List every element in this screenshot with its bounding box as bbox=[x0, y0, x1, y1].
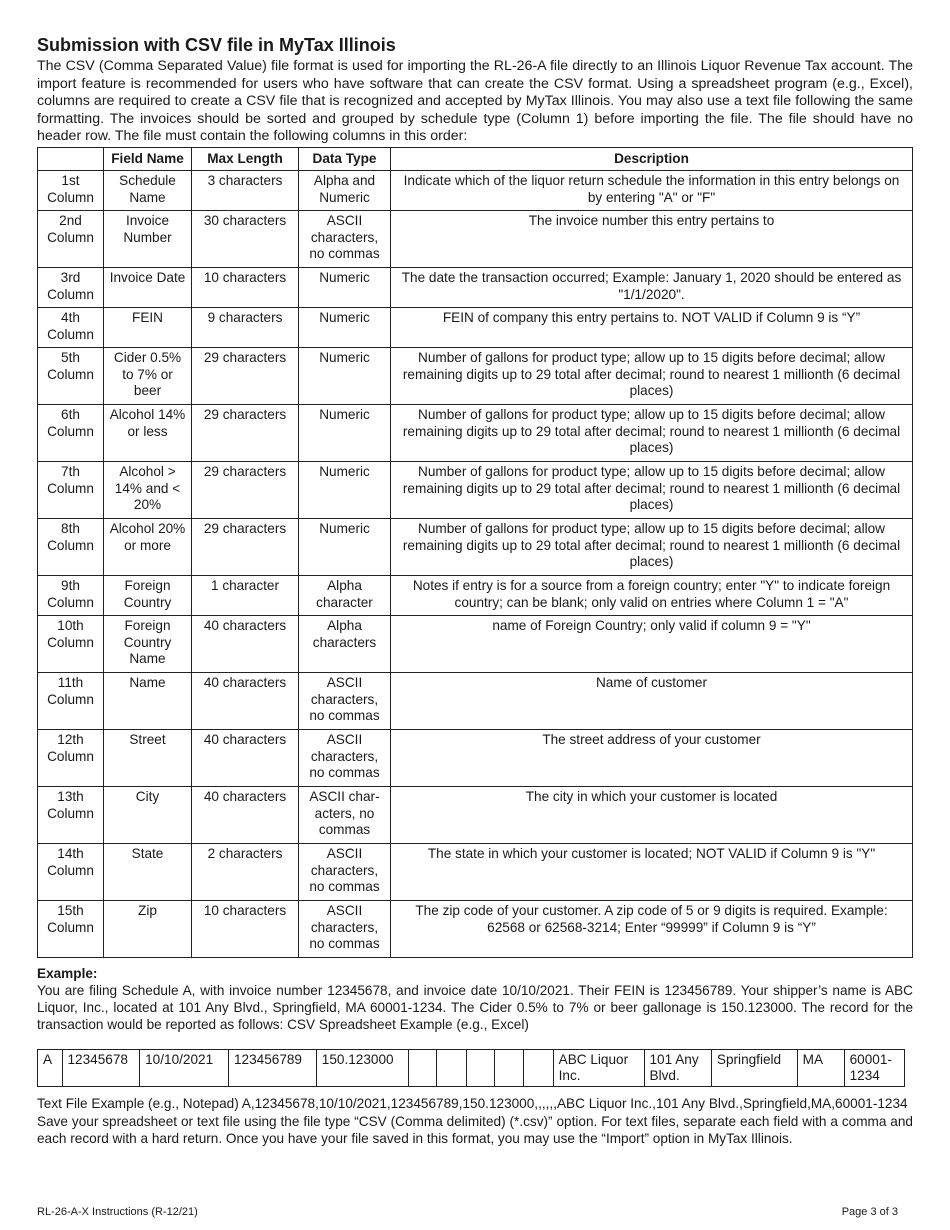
footer-page-number: Page 3 of 3 bbox=[841, 1206, 898, 1218]
max-length-cell: 29 characters bbox=[192, 348, 299, 405]
footer-form-id: RL-26-A-X Instructions (R-12/21) bbox=[37, 1206, 198, 1218]
table-row bbox=[38, 730, 913, 787]
description-cell: Notes if entry is for a source from a foreign country; enter "Y" to indicate foreign country; can be blank; only valid on entries where Column 1 = "A" bbox=[391, 576, 913, 616]
table-row bbox=[38, 901, 913, 958]
max-length-cell: 40 characters bbox=[192, 730, 299, 787]
data-type-cell: ASCII characters, no commas bbox=[299, 673, 391, 730]
table-row bbox=[38, 348, 913, 405]
max-length-cell: 9 characters bbox=[192, 308, 299, 348]
max-length-cell: 10 characters bbox=[192, 268, 299, 308]
data-type-cell: ASCII characters, no commas bbox=[299, 211, 391, 268]
data-type-cell: ASCII characters, no commas bbox=[299, 730, 391, 787]
field-name-cell: Alcohol 14% or less bbox=[104, 405, 192, 462]
description-cell: Indicate which of the liquor return schedule the information in this entry belongs on by entering "A" or "F" bbox=[391, 171, 913, 211]
csv-cell: 101 Any Blvd. bbox=[644, 1050, 711, 1087]
header-data-type: Data Type bbox=[299, 147, 391, 171]
field-name-cell: Invoice Number bbox=[104, 211, 192, 268]
description-cell: Number of gallons for product type; allow up to 15 digits before decimal; allow remaining digits up to 29 total after decimal; round to nearest 1 millionth (6 decimal places) bbox=[391, 405, 913, 462]
data-type-cell: Numeric bbox=[299, 519, 391, 576]
header-field-name: Field Name bbox=[104, 147, 192, 171]
example-title: Example: bbox=[37, 966, 98, 982]
column-number-cell: 11th Column bbox=[38, 673, 104, 730]
max-length-cell: 40 characters bbox=[192, 787, 299, 844]
table-row bbox=[38, 462, 913, 519]
column-number-cell: 8th Column bbox=[38, 519, 104, 576]
max-length-cell: 10 characters bbox=[192, 901, 299, 958]
header-description: Description bbox=[391, 147, 913, 171]
field-name-cell: Cider 0.5% to 7% or beer bbox=[104, 348, 192, 405]
data-type-cell: Numeric bbox=[299, 348, 391, 405]
table-row bbox=[38, 787, 913, 844]
table-row bbox=[38, 616, 913, 673]
table-row bbox=[38, 268, 913, 308]
data-type-cell: Numeric bbox=[299, 268, 391, 308]
field-name-cell: Alcohol > 14% and < 20% bbox=[104, 462, 192, 519]
column-number-cell: 5th Column bbox=[38, 348, 104, 405]
column-number-cell: 3rd Column bbox=[38, 268, 104, 308]
field-name-cell: Foreign Country bbox=[104, 576, 192, 616]
description-cell: The street address of your customer bbox=[391, 730, 913, 787]
data-type-cell: Numeric bbox=[299, 405, 391, 462]
description-cell: Number of gallons for product type; allow up to 15 digits before decimal; allow remaining digits up to 29 total after decimal; round to nearest 1 millionth (6 decimal places) bbox=[391, 519, 913, 576]
max-length-cell: 3 characters bbox=[192, 171, 299, 211]
table-row bbox=[38, 308, 913, 348]
table-row bbox=[38, 211, 913, 268]
csv-row bbox=[38, 1050, 905, 1087]
csv-example-table bbox=[37, 1049, 905, 1087]
data-type-cell: ASCII characters, no commas bbox=[299, 901, 391, 958]
description-cell: Number of gallons for product type; allow up to 15 digits before decimal; allow remaining digits up to 29 total after decimal; round to nearest 1 millionth (6 decimal places) bbox=[391, 462, 913, 519]
example-text: You are filing Schedule A, with invoice number 12345678, and invoice date 10/10/2021. Their FEIN is 123456789. Your shipper’s name is ABC Liquor, Inc., located at 101 Any Blvd., Springfield, MA 60001-1234. The Cider 0.5% to 7% or beer gallonage is 150.123000. The record for the transaction would be reported as follows: CSV Spreadsheet Example (e.g., Excel) bbox=[37, 983, 913, 1033]
column-number-cell: 6th Column bbox=[38, 405, 104, 462]
description-cell: Number of gallons for product type; allow up to 15 digits before decimal; allow remaining digits up to 29 total after decimal; round to nearest 1 millionth (6 decimal places) bbox=[391, 348, 913, 405]
text-file-example: Text File Example (e.g., Notepad) A,12345678,10/10/2021,123456789,150.123000,,,,,,ABC Liquor Inc.,101 Any Blvd.,Springfield,MA,60001-1234 bbox=[37, 1096, 908, 1112]
data-type-cell: ASCII characters, no commas bbox=[299, 844, 391, 901]
csv-cell: 123456789 bbox=[228, 1050, 316, 1087]
header-column bbox=[38, 147, 104, 171]
csv-cell: ABC Liquor Inc. bbox=[553, 1050, 644, 1087]
save-note: Save your spreadsheet or text file using the file type “CSV (Comma delimited) (*.csv)” option. For text files, separate each field with a comma and each record with a hard return. Once you have your file saved in this format, you may use the “Import” option in MyTax Illinois. bbox=[37, 1113, 913, 1146]
field-name-cell: City bbox=[104, 787, 192, 844]
field-name-cell: Invoice Date bbox=[104, 268, 192, 308]
max-length-cell: 30 characters bbox=[192, 211, 299, 268]
csv-cell: MA bbox=[797, 1050, 844, 1087]
field-name-cell: Street bbox=[104, 730, 192, 787]
field-name-cell: Foreign Country Name bbox=[104, 616, 192, 673]
max-length-cell: 1 character bbox=[192, 576, 299, 616]
max-length-cell: 29 characters bbox=[192, 462, 299, 519]
field-name-cell: Alcohol 20% or more bbox=[104, 519, 192, 576]
description-cell: Name of customer bbox=[391, 673, 913, 730]
table-row bbox=[38, 576, 913, 616]
column-number-cell: 10th Column bbox=[38, 616, 104, 673]
csv-cell bbox=[495, 1050, 524, 1087]
description-cell: The city in which your customer is located bbox=[391, 787, 913, 844]
field-name-cell: Schedule Name bbox=[104, 171, 192, 211]
csv-cell: 60001-1234 bbox=[844, 1050, 904, 1087]
csv-cell: Springfield bbox=[711, 1050, 797, 1087]
column-number-cell: 4th Column bbox=[38, 308, 104, 348]
column-number-cell: 7th Column bbox=[38, 462, 104, 519]
data-type-cell: Alpha character bbox=[299, 576, 391, 616]
column-number-cell: 1st Column bbox=[38, 171, 104, 211]
csv-cell bbox=[466, 1050, 495, 1087]
table-header-row bbox=[38, 147, 913, 171]
data-type-cell: Alpha and Numeric bbox=[299, 171, 391, 211]
column-number-cell: 14th Column bbox=[38, 844, 104, 901]
csv-cell: 150.123000 bbox=[316, 1050, 408, 1087]
data-type-cell: Alpha characters bbox=[299, 616, 391, 673]
intro-paragraph: The CSV (Comma Separated Value) file format is used for importing the RL-26-A file directly to an Illinois Liquor Revenue Tax account. The import feature is recommended for users who have software that can create the CSV format. Using a spreadsheet program (e.g., Excel), columns are required to create a CSV file that is recognized and accepted by MyTax Illinois. You may also use a text file following the same formatting. The invoices should be sorted and grouped by schedule type (Column 1) before importing the file. The file should have no header row. The file must contain the following columns in this order: bbox=[37, 58, 913, 145]
csv-cell: 10/10/2021 bbox=[140, 1050, 229, 1087]
description-cell: name of Foreign Country; only valid if column 9 = "Y" bbox=[391, 616, 913, 673]
max-length-cell: 29 characters bbox=[192, 405, 299, 462]
column-number-cell: 12th Column bbox=[38, 730, 104, 787]
column-number-cell: 13th Column bbox=[38, 787, 104, 844]
max-length-cell: 29 characters bbox=[192, 519, 299, 576]
column-number-cell: 15th Column bbox=[38, 901, 104, 958]
max-length-cell: 40 characters bbox=[192, 673, 299, 730]
column-number-cell: 9th Column bbox=[38, 576, 104, 616]
csv-cell bbox=[437, 1050, 467, 1087]
table-row bbox=[38, 844, 913, 901]
description-cell: FEIN of company this entry pertains to. NOT VALID if Column 9 is “Y” bbox=[391, 308, 913, 348]
column-spec-table bbox=[37, 147, 913, 959]
field-name-cell: Name bbox=[104, 673, 192, 730]
field-name-cell: State bbox=[104, 844, 192, 901]
max-length-cell: 40 characters bbox=[192, 616, 299, 673]
table-row bbox=[38, 405, 913, 462]
column-number-cell: 2nd Column bbox=[38, 211, 104, 268]
page-title: Submission with CSV file in MyTax Illinois bbox=[37, 35, 396, 55]
data-type-cell: Numeric bbox=[299, 462, 391, 519]
description-cell: The invoice number this entry pertains to bbox=[391, 211, 913, 268]
table-row bbox=[38, 519, 913, 576]
csv-cell: A bbox=[38, 1050, 63, 1087]
description-cell: The date the transaction occurred; Example: January 1, 2020 should be entered as "1/1/2020". bbox=[391, 268, 913, 308]
field-name-cell: FEIN bbox=[104, 308, 192, 348]
document-page bbox=[37, 34, 913, 1147]
table-row bbox=[38, 171, 913, 211]
csv-cell bbox=[524, 1050, 554, 1087]
description-cell: The zip code of your customer. A zip code of 5 or 9 digits is required. Example: 62568 or 62568-3214; Enter “99999” if Column 9 is “Y” bbox=[391, 901, 913, 958]
description-cell: The state in which your customer is located; NOT VALID if Column 9 is "Y" bbox=[391, 844, 913, 901]
csv-cell bbox=[408, 1050, 437, 1087]
data-type-cell: Numeric bbox=[299, 308, 391, 348]
max-length-cell: 2 characters bbox=[192, 844, 299, 901]
csv-cell: 12345678 bbox=[62, 1050, 140, 1087]
field-name-cell: Zip bbox=[104, 901, 192, 958]
data-type-cell: ASCII char-acters, no commas bbox=[299, 787, 391, 844]
header-max-length: Max Length bbox=[192, 147, 299, 171]
table-row bbox=[38, 673, 913, 730]
